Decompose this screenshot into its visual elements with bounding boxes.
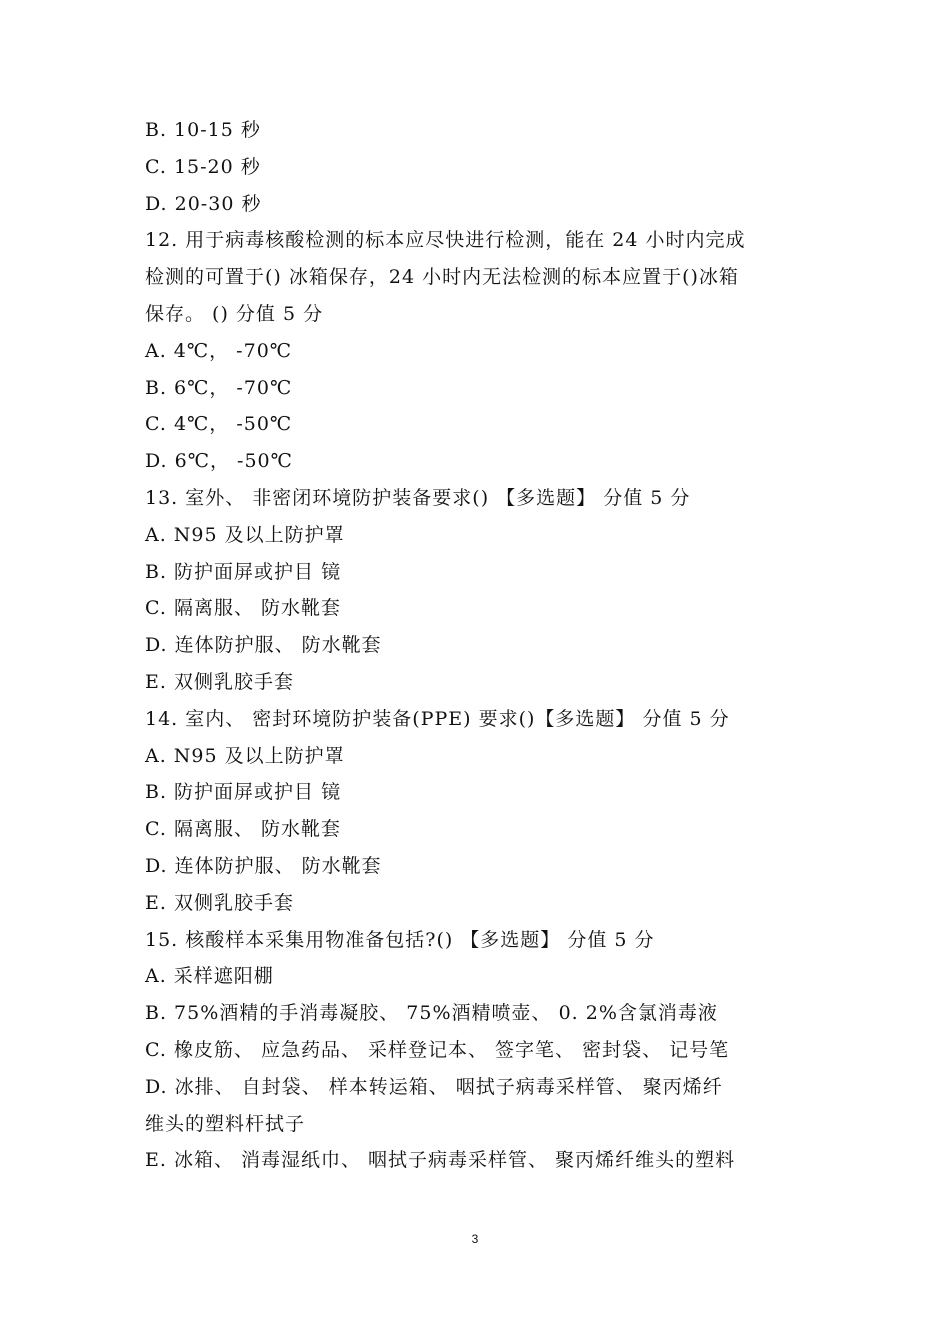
option-c-q14: C. 隔离服、 防水靴套	[145, 818, 341, 841]
option-e-q13: E. 双侧乳胶手套	[145, 670, 294, 693]
question-14: 14. 室内、 密封环境防护装备(PPE) 要求()【多选题】 分值 5 分	[145, 707, 730, 730]
option-e-q15: E. 冰箱、 消毒湿纸巾、 咽拭子病毒采样管、 聚丙烯纤维头的塑料	[145, 1149, 736, 1172]
option-b-q15: B. 75%酒精的手消毒凝胶、 75%酒精喷壶、 0. 2%含氯消毒液	[145, 1002, 718, 1025]
option-c-q12: C. 4℃， -50℃	[145, 413, 293, 436]
option-c-q13: C. 隔离服、 防水靴套	[145, 597, 341, 620]
option-e-q14: E. 双侧乳胶手套	[145, 891, 294, 914]
option-a-q12: A. 4℃， -70℃	[145, 339, 293, 362]
option-a-q13: A. N95 及以上防护罩	[145, 523, 345, 546]
option-d-q15-line-1: D. 冰排、 自封袋、 样本转运箱、 咽拭子病毒采样管、 聚丙烯纤	[145, 1075, 723, 1098]
page-number: 3	[471, 1232, 479, 1246]
document-body	[145, 112, 815, 1179]
question-15: 15. 核酸样本采集用物准备包括?() 【多选题】 分值 5 分	[145, 928, 655, 951]
option-b-q12: B. 6℃， -70℃	[145, 376, 293, 399]
option-b-q11: B. 10-15 秒	[145, 119, 261, 141]
option-d-q14: D. 连体防护服、 防水靴套	[145, 854, 382, 877]
option-c-q15: C. 橡皮筋、 应急药品、 采样登记本、 签字笔、 密封袋、 记号笔	[145, 1038, 730, 1061]
option-b-q14: B. 防护面屏或护目 镜	[145, 781, 342, 804]
question-12-line-3: 保存。 () 分值 5 分	[145, 302, 324, 325]
option-b-q13: B. 防护面屏或护目 镜	[145, 560, 342, 583]
option-a-q14: A. N95 及以上防护罩	[145, 744, 345, 767]
question-13: 13. 室外、 非密闭环境防护装备要求() 【多选题】 分值 5 分	[145, 486, 691, 509]
question-12-line-1: 12. 用于病毒核酸检测的标本应尽快进行检测，能在 24 小时内完成	[145, 229, 746, 252]
option-d-q11: D. 20-30 秒	[145, 192, 262, 215]
option-d-q13: D. 连体防护服、 防水靴套	[145, 634, 382, 657]
option-d-q12: D. 6℃， -50℃	[145, 450, 293, 473]
option-c-q11: C. 15-20 秒	[145, 155, 261, 178]
option-a-q15: A. 采样遮阳棚	[145, 965, 274, 988]
question-12-line-2: 检测的可置于() 冰箱保存，24 小时内无法检测的标本应置于()冰箱	[145, 266, 739, 289]
option-d-q15-line-2: 维头的塑料杆拭子	[145, 1112, 306, 1135]
